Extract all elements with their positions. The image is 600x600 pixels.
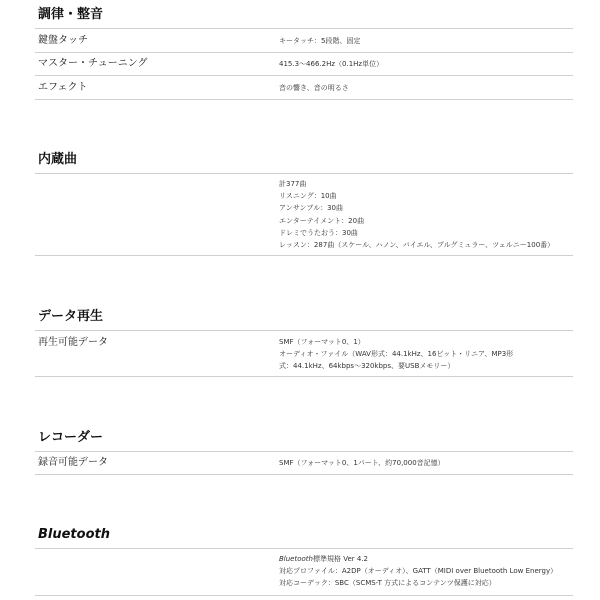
value-line: Bluetooth標準規格 Ver 4.2 xyxy=(279,555,368,563)
value-line: 計377曲 xyxy=(279,180,307,188)
value-line: アンサンブル：30曲 xyxy=(279,204,343,213)
divider xyxy=(35,28,573,29)
divider xyxy=(35,451,573,452)
value-line: リスニング：10曲 xyxy=(279,192,337,201)
value-line: 音の響き、音の明るさ xyxy=(279,84,349,92)
spec-value-songs xyxy=(279,178,554,251)
section-title: 調律・整音 xyxy=(38,7,104,22)
spec-label-effect: エフェクト xyxy=(38,82,88,93)
divider xyxy=(35,330,573,331)
divider xyxy=(35,548,573,549)
spec-label-master-tuning: マスター・チューニング xyxy=(38,58,148,69)
section-title: データ再生 xyxy=(38,309,104,324)
spec-value-master-tuning xyxy=(279,58,383,70)
value-line: 対応コーデック：SBC（SCMS-T 方式によるコンテンツ保護に対応） xyxy=(279,579,496,588)
divider xyxy=(35,595,573,596)
value-line: キータッチ：5段階、固定 xyxy=(279,37,361,45)
value-line: SMF（フォーマット0、1） xyxy=(279,338,365,346)
spec-value-playback-data xyxy=(279,336,513,373)
divider xyxy=(35,376,573,377)
spec-value-key-touch xyxy=(279,35,360,47)
spec-label-key-touch: 鍵盤タッチ xyxy=(38,35,88,46)
divider xyxy=(35,173,573,174)
divider xyxy=(35,99,573,100)
value-line: オーディオ・ファイル（WAV形式：44.1kHz、16ビット・リニア、MP3形 xyxy=(279,350,514,359)
value-line: レッスン：287曲（スケール、ハノン、バイエル、ブルグミュラー、ツェルニー100番） xyxy=(279,240,555,249)
divider xyxy=(35,75,573,76)
value-line: SMF（フォーマット0、1パート、約70,000音記憶） xyxy=(279,459,445,467)
divider xyxy=(35,255,573,256)
value-line: ドレミでうたおう：30曲 xyxy=(279,228,358,237)
spec-label-recordable-data: 録音可能データ xyxy=(38,457,108,468)
value-line: 対応プロファイル：A2DP（オーディオ）、GATT（MIDI over Bluetooth Low Energy） xyxy=(279,567,558,576)
spec-label-playback-data: 再生可能データ xyxy=(38,337,108,348)
value-line: 式：44.1kHz、64kbps～320kbps、要USBメモリー） xyxy=(279,362,455,371)
value-line: 415.3～466.2Hz（0.1Hz単位） xyxy=(279,60,384,68)
section-title: 内蔵曲 xyxy=(38,152,78,167)
spec-value-recordable-data xyxy=(279,457,445,469)
value-line: エンターテイメント：20曲 xyxy=(279,216,365,225)
section-title: レコーダー xyxy=(38,430,104,445)
divider xyxy=(35,474,573,475)
spec-value-effect xyxy=(279,82,349,94)
divider xyxy=(35,52,573,53)
spec-value-bluetooth xyxy=(279,553,557,590)
section-title: Bluetooth xyxy=(38,527,110,542)
